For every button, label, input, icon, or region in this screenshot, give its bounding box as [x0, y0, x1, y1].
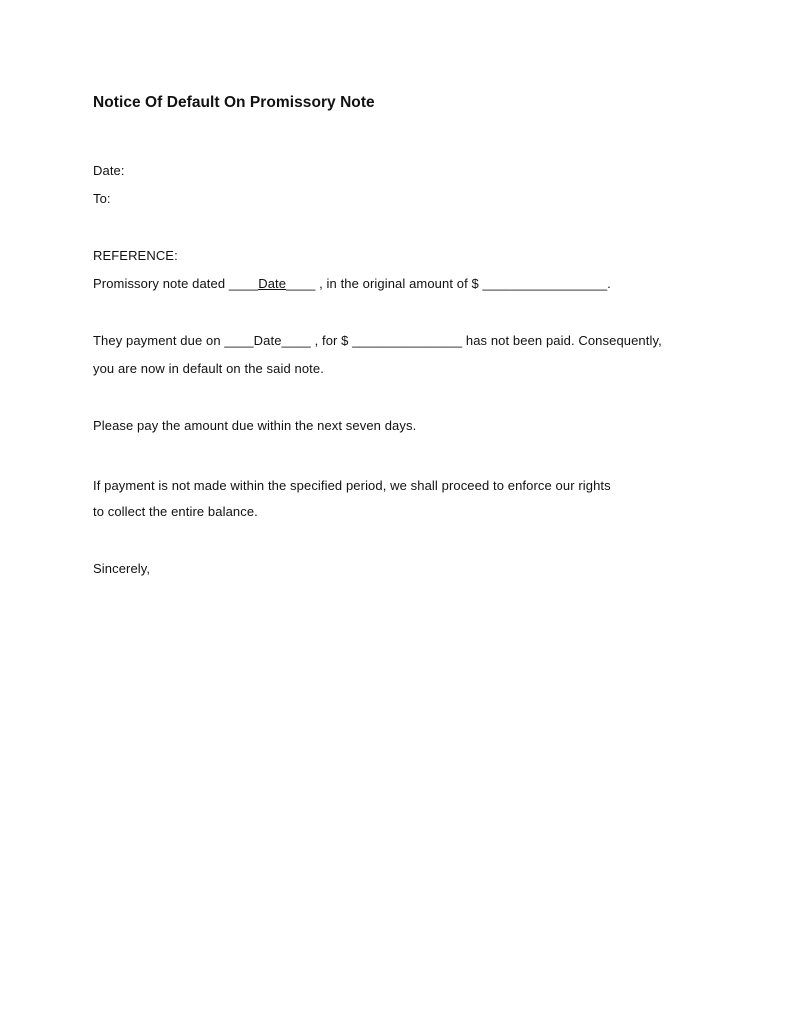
reference-line: [93, 275, 611, 293]
date-label: Date:: [93, 163, 125, 178]
warning-line-2: to collect the entire balance.: [93, 504, 258, 519]
payment-line-1: They payment due on ____Date____ , for $ _______________ has not been paid. Consequently,: [93, 333, 662, 348]
reference-line-prefix: Promissory note dated ____: [93, 276, 259, 291]
reference-label: REFERENCE:: [93, 248, 178, 263]
closing: Sincerely,: [93, 561, 151, 576]
reference-line-suffix: ____ , in the original amount of $ _________________.: [286, 276, 611, 291]
pay-request: Please pay the amount due within the next seven days.: [93, 418, 417, 433]
payment-line-2: you are now in default on the said note.: [93, 361, 324, 376]
warning-line-1: If payment is not made within the specified period, we shall proceed to enforce our rights: [93, 478, 611, 493]
document-title: Notice Of Default On Promissory Note: [93, 94, 375, 111]
reference-date-placeholder: Date: [258, 276, 287, 291]
to-label: To:: [93, 191, 111, 206]
